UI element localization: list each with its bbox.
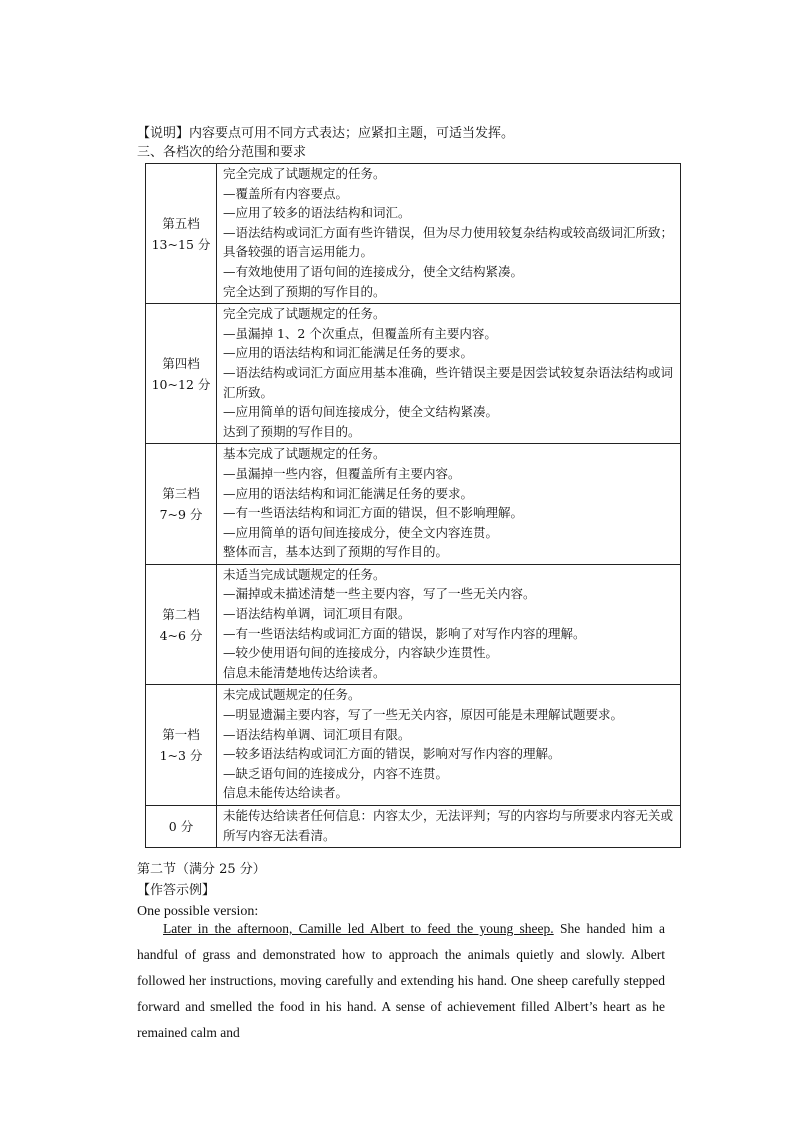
- criteria-line: —语法结构或词汇方面有些许错误，但为尽力使用较复杂结构或较高级词汇所致；具备较强的语言运用能力。: [223, 224, 674, 260]
- criteria-line: —应用简单的语句间连接成分，使全文结构紧凑。: [223, 404, 499, 420]
- grade-criteria-cell: [217, 806, 681, 848]
- grade-score-range: 0 分: [168, 819, 194, 835]
- grade-criteria-cell: [217, 164, 681, 304]
- section-title: 三、各档次的给分范围和要求: [137, 145, 307, 160]
- grade-level: 第二档: [162, 606, 200, 622]
- criteria-line: —语法结构或词汇方面应用基本准确，些许错误主要是因尝试较复杂语法结构或词汇所致。: [223, 364, 674, 400]
- criteria-line: —覆盖所有内容要点。: [223, 185, 349, 201]
- grade-row: [146, 806, 681, 848]
- criteria-line: —虽漏掉 1、2 个次重点，但覆盖所有主要内容。: [223, 325, 497, 341]
- grade-level: 第三档: [162, 486, 200, 502]
- criteria-line: 未完成试题规定的任务。: [223, 687, 361, 703]
- criteria-line: —语法结构单调，词汇项目有限。: [223, 606, 411, 622]
- grade-level: 第五档: [162, 215, 200, 231]
- grade-criteria-cell: [217, 444, 681, 565]
- grading-table: [145, 163, 681, 848]
- criteria-line: —漏掉或未描述清楚一些主要内容，写了一些无关内容。: [223, 586, 536, 602]
- grade-label-cell: [146, 164, 217, 304]
- essay-body: She handed him a handful of grass and demonstrated how to approach the animals quietly and slowly. Albert followed her instructions, moving carefully and extending his hand. One sheep carefully stepped forward and smelled the food in his hand. A sense of achievement filled Albert’s heart as he remained calm and: [137, 921, 665, 1040]
- criteria-line: 整体而言，基本达到了预期的写作目的。: [223, 544, 449, 560]
- criteria-line: 完全完成了试题规定的任务。: [223, 306, 386, 322]
- criteria-line: 完全达到了预期的写作目的。: [223, 283, 386, 299]
- criteria-line: —有一些语法结构或词汇方面的错误，影响了对写作内容的理解。: [223, 625, 586, 641]
- criteria-line: —应用简单的语句间连接成分，使全文内容连贯。: [223, 524, 499, 540]
- grade-row: [146, 564, 681, 685]
- criteria-line: —较多语法结构或词汇方面的错误，影响对写作内容的理解。: [223, 746, 561, 762]
- grade-label-cell: [146, 564, 217, 685]
- grade-criteria-cell: [217, 304, 681, 444]
- grade-label-cell: [146, 304, 217, 444]
- criteria-line: —有效地使用了语句间的连接成分，使全文结构紧凑。: [223, 263, 524, 279]
- criteria-line: 完全完成了试题规定的任务。: [223, 166, 386, 181]
- part2-title: 第二节（满分 25 分）: [137, 862, 266, 877]
- scoring-note: 【说明】内容要点可用不同方式表达；应紧扣主题，可适当发挥。: [137, 126, 515, 141]
- grade-score-range: 1~3 分: [159, 748, 203, 764]
- criteria-line: —明显遗漏主要内容，写了一些无关内容，原因可能是未理解试题要求。: [223, 707, 624, 723]
- version-label: One possible version:: [137, 904, 259, 919]
- criteria-line: —缺乏语句间的连接成分，内容不连贯。: [223, 765, 449, 781]
- grade-score-range: 13~15 分: [151, 236, 211, 252]
- criteria-line: 未适当完成试题规定的任务。: [223, 566, 386, 582]
- grade-score-range: 7~9 分: [159, 507, 203, 523]
- grade-row: [146, 164, 681, 304]
- grade-row: [146, 444, 681, 565]
- criteria-line: 信息未能传达给读者。: [223, 785, 349, 801]
- grade-criteria-cell: [217, 685, 681, 806]
- grade-level: 第一档: [162, 727, 200, 743]
- grade-score-range: 4~6 分: [159, 627, 203, 643]
- criteria-line: 基本完成了试题规定的任务。: [223, 446, 386, 462]
- grade-label-cell: [146, 685, 217, 806]
- sample-essay: [137, 916, 665, 1046]
- grade-level: 第四档: [162, 355, 200, 371]
- criteria-line: —虽漏掉一些内容，但覆盖所有主要内容。: [223, 465, 461, 481]
- criteria-line: —应用的语法结构和词汇能满足任务的要求。: [223, 345, 474, 361]
- grade-row: [146, 685, 681, 806]
- grade-label-cell: [146, 806, 217, 848]
- grade-score-range: 10~12 分: [151, 376, 211, 392]
- grade-label-cell: [146, 444, 217, 565]
- sample-title: 【作答示例】: [137, 883, 216, 898]
- grade-row: [146, 304, 681, 444]
- grade-criteria-cell: [217, 564, 681, 685]
- criteria-line: —较少使用语句间的连接成分，内容缺少连贯性。: [223, 645, 499, 661]
- criteria-line: —应用的语法结构和词汇能满足任务的要求。: [223, 485, 474, 501]
- criteria-line: —应用了较多的语法结构和词汇。: [223, 205, 411, 221]
- criteria-line: 达到了预期的写作目的。: [223, 423, 361, 439]
- essay-topic-sentence: Later in the afternoon, Camille led Albert to feed the young sheep.: [163, 921, 554, 936]
- criteria-line: 信息未能清楚地传达给读者。: [223, 664, 386, 680]
- criteria-line: —语法结构单调、词汇项目有限。: [223, 726, 411, 742]
- criteria-line: 未能传达给读者任何信息：内容太少，无法评判；写的内容均与所要求内容无关或所写内容无法看清。: [223, 808, 674, 843]
- criteria-line: —有一些语法结构和词汇方面的错误，但不影响理解。: [223, 505, 524, 521]
